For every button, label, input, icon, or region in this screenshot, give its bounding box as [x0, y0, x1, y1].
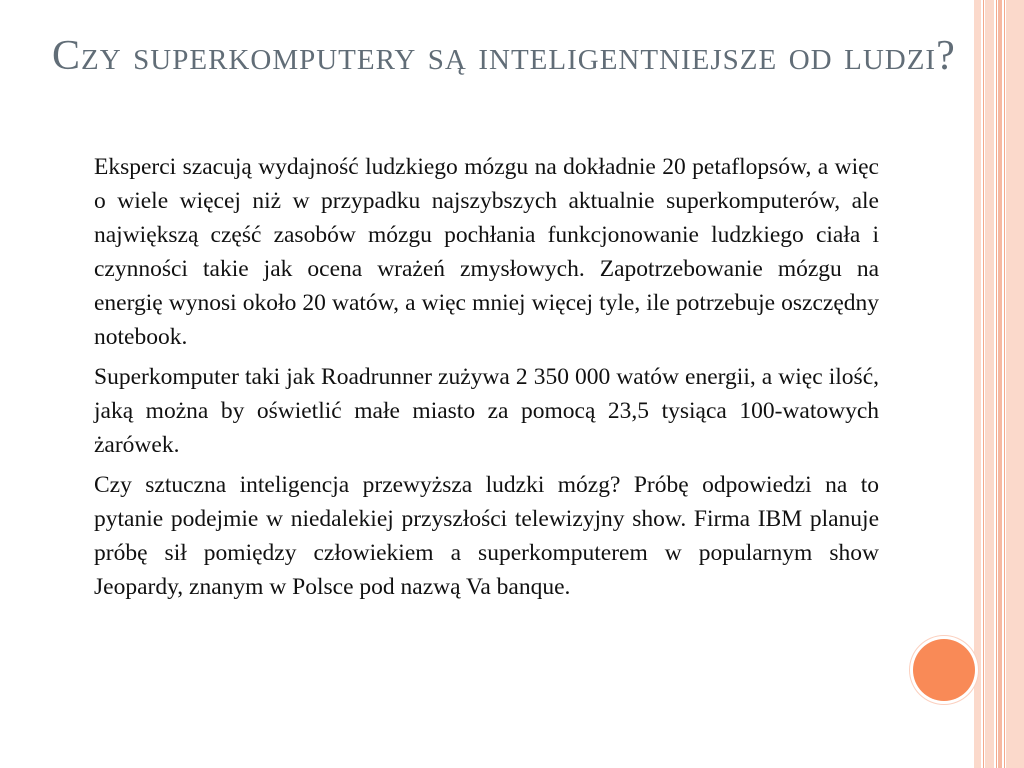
- decorative-stripe-line: [1004, 0, 1005, 768]
- decorative-stripe-line: [996, 0, 997, 768]
- decorative-stripe: [1006, 0, 1024, 768]
- paragraph: Eksperci szacują wydajność ludzkiego mózgu na dokładnie 20 petaflopsów, a więc o wiele więcej niż w przypadku najszybszych aktualnie superkomputerów, ale największą część zasobów mózgu pochłania funkcjonowanie ludzkiego ciała i czynności takie jak ocena wrażeń zmysłowych. Zapotrzebowanie mózgu na energię wynosi około 20 watów, a więc mniej więcej tyle, ile potrzebuje oszczędny notebook.: [94, 154, 879, 350]
- decorative-stripe: [998, 0, 1002, 768]
- slide-title: Czy superkomputery są inteligentniejsze od ludzi?: [52, 33, 956, 79]
- decorative-stripe: [974, 0, 981, 768]
- decorative-stripe-line: [983, 0, 984, 768]
- slide-body: [94, 150, 879, 610]
- decorative-circle: [913, 639, 975, 701]
- decorative-stripe: [985, 0, 994, 768]
- paragraph: Superkomputer taki jak Roadrunner zużywa 2 350 000 watów energii, a więc ilość, jaką można by oświetlić małe miasto za pomocą 23,5 tysiąca 100-watowych żarówek.: [94, 364, 879, 458]
- paragraph: Czy sztuczna inteligencja przewyższa ludzki mózg? Próbę odpowiedzi na to pytanie podejmie w niedalekiej przyszłości telewizyjny show. Firma IBM planuje próbę sił pomiędzy człowiekiem a superkomputerem w popularnym show Jeopardy, znanym w Polsce pod nazwą Va banque.: [94, 472, 879, 600]
